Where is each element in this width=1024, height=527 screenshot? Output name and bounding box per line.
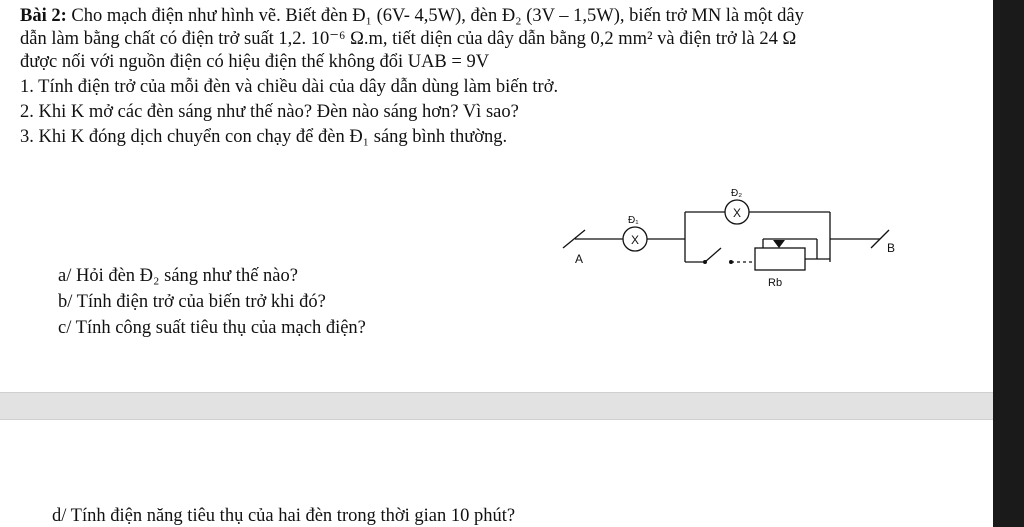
problem-title: Bài 2:	[20, 6, 67, 26]
switch-k-blade	[705, 248, 721, 262]
subquestion-d: d/ Tính điện năng tiêu thụ của hai đèn trong thời gian 10 phút?	[52, 506, 516, 526]
switch-contact-right	[729, 260, 733, 264]
problem-intro-line-3: được nối với nguồn điện có hiệu điện thế không đổi UAB = 9V	[20, 52, 490, 72]
subquestion-a: a/ Hỏi đèn Đ₂ sáng như thế nào?	[58, 266, 298, 286]
label-b: B	[887, 241, 896, 255]
label-d2: Đ₂	[731, 188, 743, 199]
label-d1: Đ₁	[628, 215, 639, 226]
problem-intro-line-2: dẫn làm bằng chất có điện trở suất 1,2. 10⁻⁶ Ω.m, tiết diện của dây dẫn bằng 0,2 mm² và điện trở là 24 Ω	[20, 29, 797, 49]
right-edge-strip	[993, 0, 1024, 527]
lamp-d2-x: X	[732, 206, 742, 220]
problem-intro-line-1	[20, 5, 804, 27]
rheostat-box	[755, 248, 805, 270]
question-1: 1. Tính điện trở của mỗi đèn và chiều dài của dây dẫn dùng làm biến trở.	[20, 77, 559, 97]
subquestion-c: c/ Tính công suất tiêu thụ của mạch điện?	[58, 318, 366, 338]
rheostat-slider-arrow	[773, 240, 785, 248]
switch-contact-left	[703, 260, 707, 264]
subquestion-b: b/ Tính điện trở của biến trở khi đó?	[58, 292, 326, 312]
page-separator-band	[0, 392, 993, 420]
label-rb: Rb	[768, 277, 783, 289]
question-2: 2. Khi K mở các đèn sáng như thế nào? Đèn nào sáng hơn? Vì sao?	[20, 102, 519, 122]
question-3: 3. Khi K đóng dịch chuyển con chạy để đèn Đ₁ sáng bình thường.	[20, 127, 508, 147]
problem-intro-text-1: Cho mạch điện như hình vẽ. Biết đèn Đ₁ (6V- 4,5W), đèn Đ₂ (3V – 1,5W), biến trở MN là một dây	[71, 6, 804, 26]
label-a: A	[575, 252, 584, 266]
circuit-diagram	[555, 182, 915, 292]
lamp-d1-x: X	[630, 233, 640, 247]
